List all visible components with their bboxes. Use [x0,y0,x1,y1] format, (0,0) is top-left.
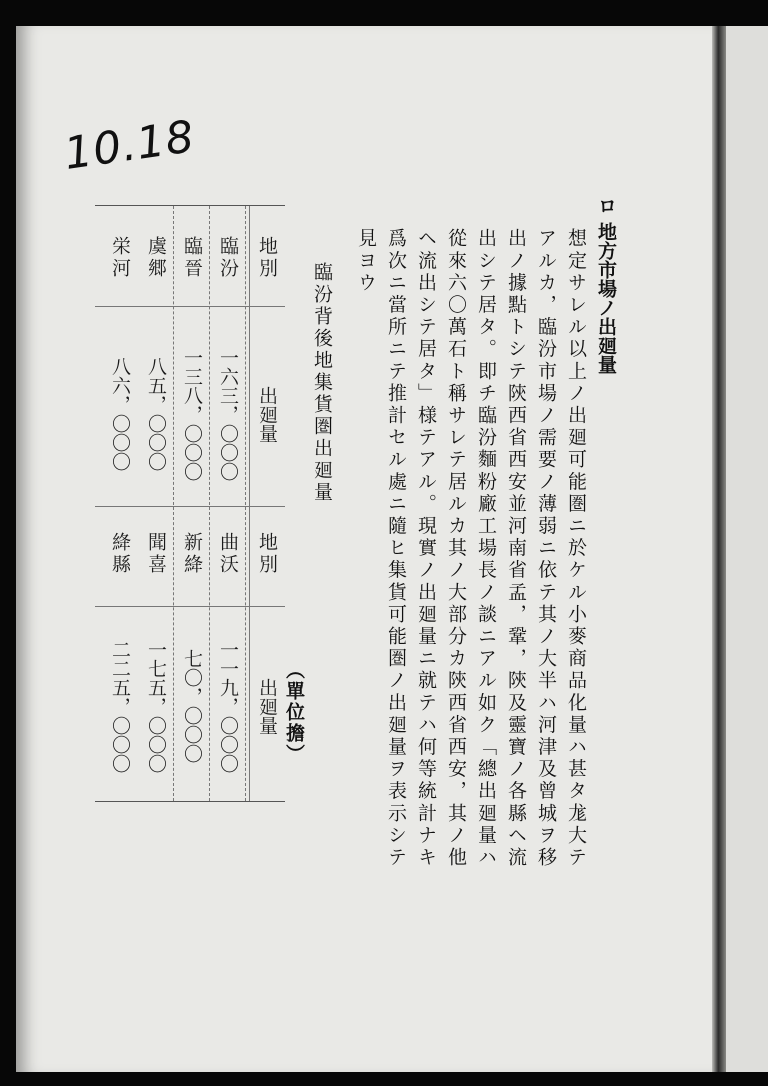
unit-label: （單位擔） [283,660,305,765]
body-column-3: 出ノ據點トシテ陝西省西安並河南省孟，鞏，陝及靈寶ノ各縣ヘ流 [505,228,527,869]
handwritten-page-note: 10.18 [61,111,198,180]
table-row [103,206,137,801]
body-column-5: 從來六〇萬石ト稱サレテ居ルカ其ノ大部分カ陝西省西安，其ノ他 [445,228,467,869]
body-column-1: 想定サレル以上ノ出廻可能圏ニ於ケル小麥商品化量ハ甚タ尨大テ [565,228,587,869]
body-column-8: 見ヨウ [355,228,377,295]
body-column-4: 出シテ居タ。即チ臨汾麵粉廠工場長ノ談ニアル如ク「總出廻量ハ [475,228,497,869]
amount-cell: 七〇，〇〇〇 [181,649,203,763]
table-row [139,206,174,801]
table-caption: 臨汾背後地集貨圏出廻量 [311,262,333,504]
region-cell: 聞喜 [145,532,167,576]
adjacent-page-edge [726,26,768,1072]
amount-cell: 一三八，〇〇〇 [181,347,203,481]
header-amount: 出廻量 [256,385,278,443]
amount-cell: 二二五，〇〇〇 [109,639,131,773]
body-column-7: 爲次ニ當所ニテ推計セル處ニ隨ヒ集貨可能圏ノ出廻量ヲ表示シテ [385,228,407,869]
amount-cell: 八六，〇〇〇 [109,357,131,471]
header-region: 地別 [256,236,278,280]
amount-cell: 一七五，〇〇〇 [145,639,167,773]
region-cell: 栄河 [109,236,131,280]
header-region: 地別 [256,532,278,576]
header-amount: 出廻量 [256,677,278,735]
book-gutter [712,26,726,1072]
amount-cell: 八五，〇〇〇 [145,357,167,471]
region-cell: 臨汾 [217,236,239,280]
amount-cell: 一一九，〇〇〇 [217,639,239,773]
table-header-column [249,206,284,801]
table-row [175,206,210,801]
body-column-6: ヘ流出シテ居タ」様テアル。現實ノ出廻量ニ就テハ何等統計ナキ [415,228,437,869]
region-cell: 臨晉 [181,236,203,280]
region-cell: 虞郷 [145,236,167,280]
region-cell: 絳縣 [109,532,131,576]
region-cell: 曲沃 [217,532,239,576]
table-row [211,206,246,801]
section-heading: ロ 地方市場ノ出廻量 [595,196,617,374]
shipment-table [95,205,285,802]
region-cell: 新絳 [181,532,203,576]
amount-cell: 一六三，〇〇〇 [217,347,239,481]
body-column-2: アルカ，臨汾市場ノ需要ノ薄弱ニ依テ其ノ大半ハ河津及曾城ヲ移 [535,228,557,869]
